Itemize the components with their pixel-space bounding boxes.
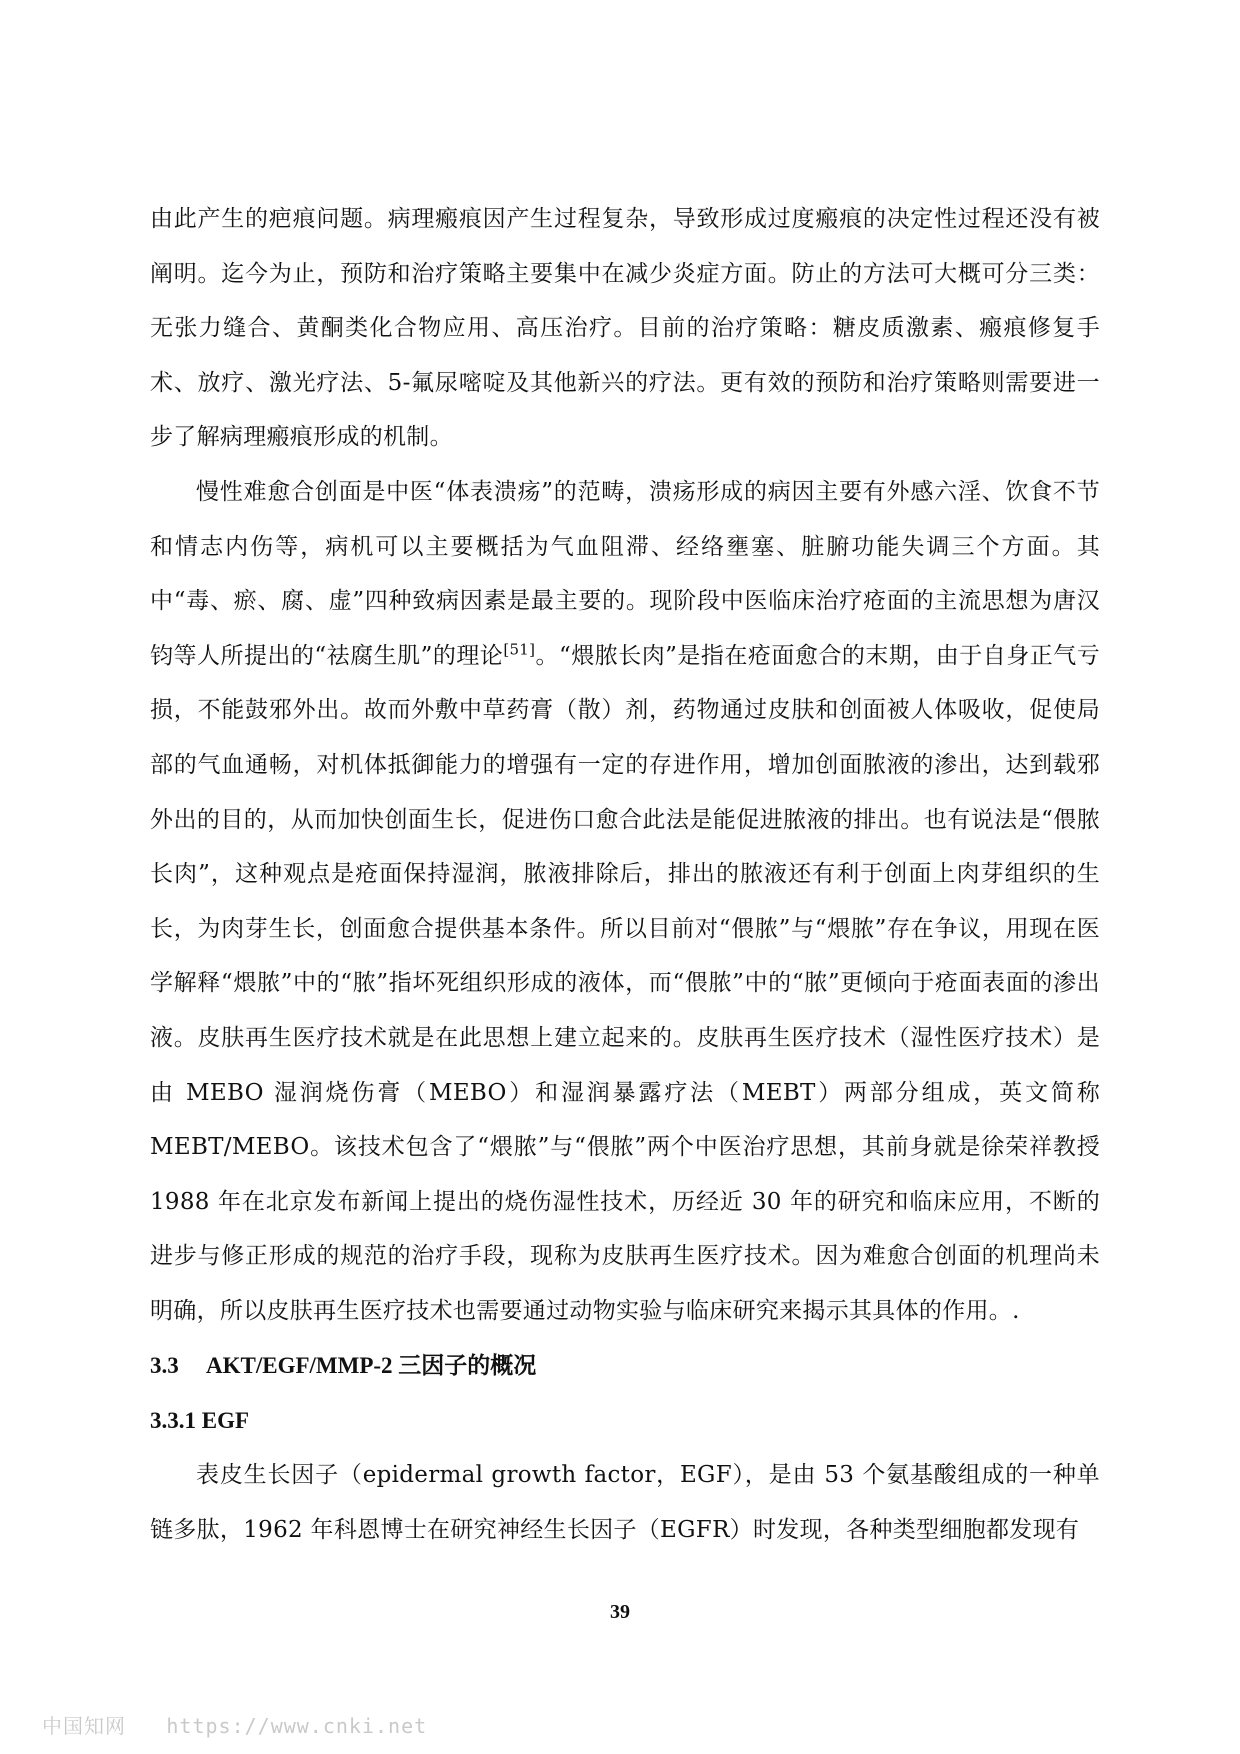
- subsection-heading-3-3-1: 3.3.1 EGF: [150, 1408, 250, 1434]
- watermark-url: https://www.cnki.net: [166, 1714, 428, 1738]
- watermark-name: 中国知网: [42, 1714, 126, 1738]
- paragraph-2-text-a: 慢性难愈合创面是中医“体表溃疡”的范畴，溃疡形成的病因主要有外感六淫、饮食不节和情志内伤等，病机可以主要概括为气血阻滞、经络壅塞、脏腑功能失调三个方面。其中“毒、瘀、腐、虚”四种致病因素是最主要的。现阶段中医临床治疗疮面的主流思想为唐汉钧等人所提出的“祛腐生肌”的理论: [150, 478, 1100, 669]
- page-number: 39: [610, 1601, 630, 1623]
- paragraph-2-text-b: 。“煨脓长肉”是指在疮面愈合的末期，由于自身正气亏损，不能鼓邪外出。故而外敷中草药膏（散）剂，药物通过皮肤和创面被人体吸收，促使局部的气血通畅，对机体抵御能力的增强有一定的存进作用，增加创面脓液的渗出，达到载邪外出的目的，从而加快创面生长，促进伤口愈合此法是能促进脓液的排出。也有说法是“偎脓长肉”，这种观点是疮面保持湿润，脓液排除后，排出的脓液还有利于创面上肉芽组织的生长，为肉芽生长，创面愈合提供基本条件。所以目前对“偎脓”与“煨脓”存在争议，用现在医学解释“煨脓”中的“脓”指坏死组织形成的液体，而“偎脓”中的“脓”更倾向于疮面表面的渗出液。皮肤再生医疗技术就是在此思想上建立起来的。皮肤再生医疗技术（湿性医疗技术）是由 MEBO 湿润烧伤膏（MEBO）和湿润暴露疗法（MEBT）两部分组成，英文简称 MEBT/MEBO。该技术包含了“煨脓”与“偎脓”两个中医治疗思想，其前身就是徐荣祥教授 1988 年在北京发布新闻上提出的烧伤湿性技术，历经近 30 年的研究和临床应用，不断的进步与修正形成的规范的治疗手段，现称为皮肤再生医疗技术。因为难愈合创面的机理尚未明确，所以皮肤再生医疗技术也需要通过动物实验与临床研究来揭示其具体的作用。.: [150, 642, 1100, 1324]
- watermark: [42, 1710, 427, 1739]
- body-paragraph-2: [150, 465, 1100, 1339]
- section-heading-3-3: [150, 1338, 1100, 1393]
- section-title: AKT/EGF/MMP-2 三因子的概况: [206, 1353, 537, 1379]
- section-number: 3.3: [150, 1353, 179, 1379]
- page-body: [150, 192, 1100, 1558]
- citation-reference: [51]: [503, 640, 536, 659]
- body-paragraph-3: 表皮生长因子（epidermal growth factor，EGF），是由 53 个氨基酸组成的一种单链多肽，1962 年科恩博士在研究神经生长因子（EGFR）时发现，各种类型细胞都发现有: [150, 1462, 1100, 1544]
- body-paragraph-1: 由此产生的疤痕问题。病理瘢痕因产生过程复杂，导致形成过度瘢痕的决定性过程还没有被阐明。迄今为止，预防和治疗策略主要集中在减少炎症方面。防止的方法可大概可分三类：无张力缝合、黄酮类化合物应用、高压治疗。目前的治疗策略：糖皮质激素、瘢痕修复手术、放疗、激光疗法、5-氟尿嘧啶及其他新兴的疗法。更有效的预防和治疗策略则需要进一步了解病理瘢痕形成的机制。: [150, 206, 1100, 451]
